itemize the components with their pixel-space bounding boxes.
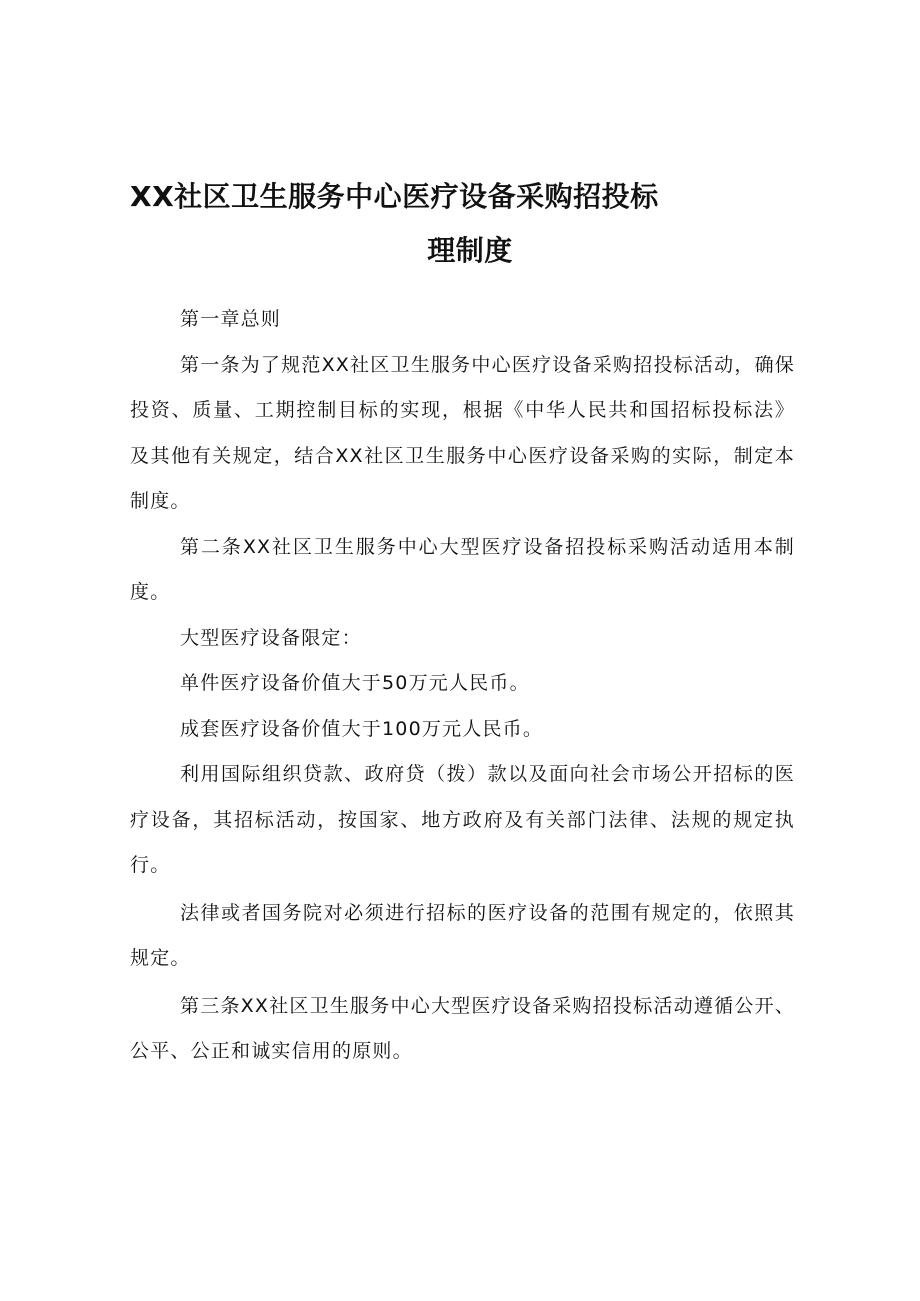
article-3-paragraph: 第三条XX社区卫生服务中心大型医疗设备采购招投标活动遵循公开、公平、公正和诚实信用的原则。 xyxy=(130,994,795,1062)
document-title xyxy=(130,170,790,278)
document-body xyxy=(130,297,795,1075)
set-item-limit: 成套医疗设备价值大于100万元人民币。 xyxy=(180,717,544,740)
state-council-paragraph: 法律或者国务院对必须进行招标的医疗设备的范围有规定的，依照其规定。 xyxy=(130,901,795,969)
title-line-2: 理制度 xyxy=(427,234,513,267)
article-1-paragraph: 第一条为了规范XX社区卫生服务中心医疗设备采购招投标活动，确保投资、质量、工期控制目标的实现，根据《中华人民共和国招标投标法》及其他有关规定，结合XX社区卫生服务中心医疗设备采购的实际，制定本制度。 xyxy=(130,353,795,512)
loan-funded-paragraph: 利用国际组织贷款、政府贷（拨）款以及面向社会市场公开招标的医疗设备，其招标活动，按国家、地方政府及有关部门法律、法规的规定执行。 xyxy=(130,763,795,876)
chapter-heading: 第一章总则 xyxy=(180,308,282,330)
article-2-paragraph: 第二条XX社区卫生服务中心大型医疗设备招投标采购活动适用本制度。 xyxy=(130,535,795,603)
title-line-1: XX社区卫生服务中心医疗设备采购招投标 xyxy=(130,180,659,213)
equipment-limit-heading: 大型医疗设备限定： xyxy=(180,626,362,649)
single-item-limit: 单件医疗设备价值大于50万元人民币。 xyxy=(180,672,530,694)
